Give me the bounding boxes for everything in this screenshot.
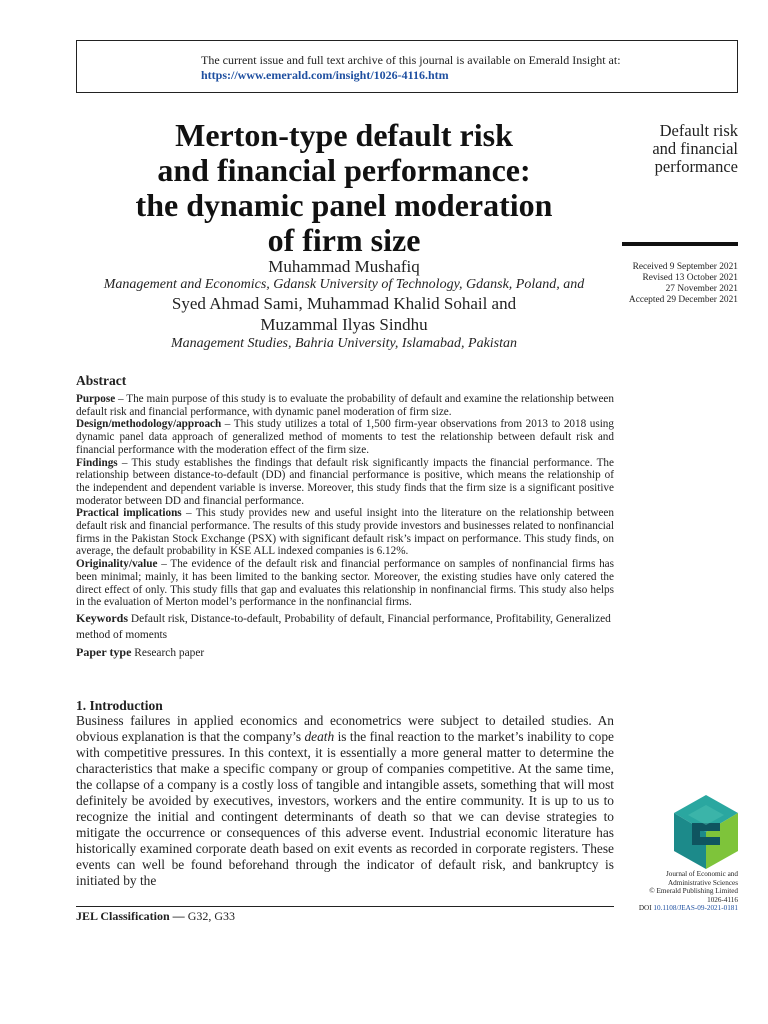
date-revised: Revised 13 October 2021 [642, 273, 738, 283]
running-title-line: performance [654, 157, 738, 176]
section-label: Findings [76, 456, 118, 469]
publisher: © Emerald Publishing Limited [649, 887, 738, 895]
section-text: – This study establishes the findings that default risk significantly impacts the financial performance. The relationship between distance-to-default (DD) and financial performance is positive, which means the relationship of the independent and dependent variable is inverse. Moreover, this study finds that the firm size is a significant positive moderator between DD and financial performance. [76, 456, 614, 507]
author-affiliation: Management Studies, Bahria University, Islamabad, Pakistan [170, 336, 518, 351]
section-label: Practical implications [76, 507, 182, 520]
doi [600, 904, 738, 913]
introduction-body [76, 713, 614, 889]
paper-type-text: Research paper [131, 646, 205, 659]
journal-url-link[interactable]: https://www.emerald.com/insight/1026-4116.htm [201, 68, 449, 82]
paper-type-label: Paper type [76, 644, 132, 659]
title-line: the dynamic panel moderation [135, 187, 553, 223]
abstract-design [76, 418, 614, 456]
abstract-originality [76, 558, 614, 609]
abstract-practical-implications [76, 507, 614, 558]
introduction-heading: 1. Introduction [76, 698, 163, 713]
date-received: Received 9 September 2021 [632, 262, 738, 272]
author-names: Muzammal Ilyas Sindhu [260, 315, 428, 334]
doi-link[interactable]: 10.1108/JEAS-09-2021-0181 [653, 904, 738, 912]
jel-classification [76, 909, 235, 924]
date-accepted: Accepted 29 December 2021 [628, 295, 738, 305]
section-text: – This study provides new and useful insight into the literature on the relationship between default risk and financial performance. The results of this study provide investors and businesses related to nonfinancial firms in the Pakistan Stock Exchange (PSX) with significant default risk’s impact on performance. This study finds, on average, the default probability in KSE ALL indexed companies is 6.12%. [76, 507, 614, 558]
title-line: and financial performance: [157, 152, 531, 188]
section-text: – The evidence of the default risk and financial performance on samples of nonfinancial firms has been minimal; mainly, it has been limited to the banking sector. Moreover, the existing studies have only catered the direct effect of only. This study fills that gap and evaluates this relationship in nonfinancial firms. This study also helps in the evaluation of Merton model’s performance in the nonfinancial firms. [76, 558, 614, 609]
paper-type [76, 644, 614, 661]
intro-text: Business failures in applied economics and econometrics were subject to detailed studies. An obvious explanation is that the company’s [76, 713, 614, 744]
abstract-purpose [76, 393, 614, 418]
journal-name: Administrative Sciences [667, 878, 738, 887]
issn: 1026-4116 [707, 895, 738, 904]
keywords [76, 610, 614, 643]
date-revised-2: 27 November 2021 [665, 284, 738, 294]
notice-line: The current issue and full text archive of this journal is available on Emerald Insight at: [201, 53, 621, 67]
author-affiliation: Management and Economics, Gdansk University of Technology, Gdansk, Poland, and [103, 277, 585, 292]
jel-label: JEL Classification — [76, 909, 185, 923]
intro-emphasis: death [304, 729, 335, 744]
keywords-text: Default risk, Distance-to-default, Probability of default, Financial performance, Profitability, Generalized method of moments [76, 612, 611, 641]
doi-label: DOI [638, 904, 654, 912]
journal-info [600, 870, 738, 913]
section-text: – This study utilizes a total of 1,500 firm-year observations from 2013 to 2018 using dynamic panel data approach of generalized method of moments to test the relationship between default risk and financial performance with the moderation effect of the firm size. [76, 418, 614, 456]
journal-name: Journal of Economic and [665, 870, 738, 878]
running-title-line: and financial [652, 139, 738, 158]
section-text: – The main purpose of this study is to evaluate the probability of default and examine the relationship between default risk and financial performance, with dynamic panel moderation of firm size. [76, 393, 614, 418]
author-names: Syed Ahmad Sami, Muhammad Khalid Sohail and [171, 294, 517, 313]
author-name: Muhammad Mushafiq [268, 257, 420, 276]
title-line: Merton-type default risk [175, 117, 513, 153]
footer-divider [76, 906, 614, 907]
article-title [76, 118, 612, 258]
jel-codes: G32, G33 [184, 909, 236, 923]
margin-divider [622, 242, 738, 246]
notice-text [201, 53, 621, 83]
title-line: of firm size [267, 222, 421, 258]
submission-dates [600, 262, 738, 306]
section-label: Design/methodology/approach [76, 418, 222, 431]
running-title [600, 122, 738, 176]
keywords-label: Keywords [76, 610, 128, 625]
running-title-line: Default risk [659, 121, 738, 140]
section-label: Originality/value [76, 558, 158, 571]
journal-availability-notice [76, 40, 738, 93]
intro-text: is the final reaction to the market’s inability to cope with competitive pressures. In this context, it is essentially a more general matter to determine the characteristics that make a specific company or group of companies competitive. At the same time, the collapse of a company is a costly loss of tangible and intangible assets, something that will most definitely be avoided by executives, investors, workers and the entire community. It is up to us to recognize the initial and contingent determinants of death so that we can devise strategies to mitigate the occurrence or consequences of this adverse event. Industrial economic literature has historically examined corporate death based on exit events as recorded in corporate registers. These events can well be found beforehand through the indicator of default risk, and bankruptcy is initiated by the [76, 729, 614, 888]
abstract-heading: Abstract [76, 373, 127, 388]
section-label: Purpose [76, 393, 116, 405]
emerald-publishing-logo [674, 795, 738, 869]
abstract-findings [76, 457, 614, 508]
abstract [76, 373, 614, 661]
